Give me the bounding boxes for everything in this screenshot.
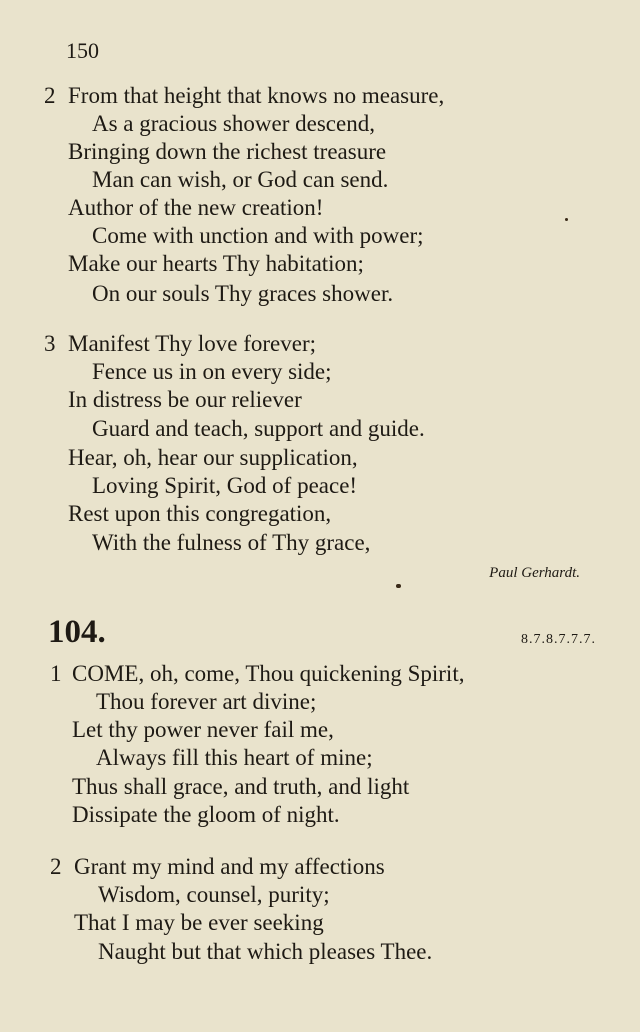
verse-line: Come with unction and with power; <box>92 223 424 248</box>
verse-line: Rest upon this congregation, <box>68 501 332 526</box>
verse-line: Manifest Thy love forever; <box>68 331 317 356</box>
verse-line: Fence us in on every side; <box>92 359 332 384</box>
verse-line: Always fill this heart of mine; <box>96 745 373 770</box>
verse-line: Let thy power never fail me, <box>72 717 334 742</box>
verse-line: Loving Spirit, God of peace! <box>92 473 358 498</box>
verse-line: With the fulness of Thy grace, <box>92 530 371 555</box>
page-number: 150 <box>66 38 99 63</box>
verse-line: Thou forever art divine; <box>96 689 317 714</box>
verse-line: Wisdom, counsel, purity; <box>98 882 330 907</box>
hymn-meter: 8.7.8.7.7.7. <box>521 632 596 647</box>
verse-line: Hear, oh, hear our supplication, <box>68 445 358 470</box>
verse-line: Author of the new creation! <box>68 195 324 220</box>
verse-line: Bringing down the richest treasure <box>68 139 387 164</box>
author-attribution: Paul Gerhardt. <box>489 565 580 581</box>
print-speck <box>565 218 568 221</box>
verse-line: Thus shall grace, and truth, and light <box>72 774 410 799</box>
verse-line: As a gracious shower descend, <box>92 111 375 136</box>
stanza-number: 2 <box>44 83 56 108</box>
stanza-number: 1 <box>50 661 62 686</box>
verse-line: Man can wish, or God can send. <box>92 167 389 192</box>
verse-line: COME, oh, come, Thou quickening Spirit, <box>72 661 465 686</box>
stanza-number: 3 <box>44 331 56 356</box>
verse-line: From that height that knows no measure, <box>68 83 445 108</box>
verse-line: That I may be ever seeking <box>74 910 324 935</box>
verse-line: Guard and teach, support and guide. <box>92 416 425 441</box>
verse-line: Grant my mind and my affections <box>74 854 385 879</box>
verse-line: On our souls Thy graces shower. <box>92 281 394 306</box>
verse-line: In distress be our reliever <box>68 387 302 412</box>
verse-line: Make our hearts Thy habitation; <box>68 251 364 276</box>
verse-line: Naught but that which pleases Thee. <box>98 939 433 964</box>
verse-line: Dissipate the gloom of night. <box>72 802 340 827</box>
print-speck <box>396 584 401 588</box>
stanza-number: 2 <box>50 854 62 879</box>
hymn-number: 104. <box>48 614 106 650</box>
